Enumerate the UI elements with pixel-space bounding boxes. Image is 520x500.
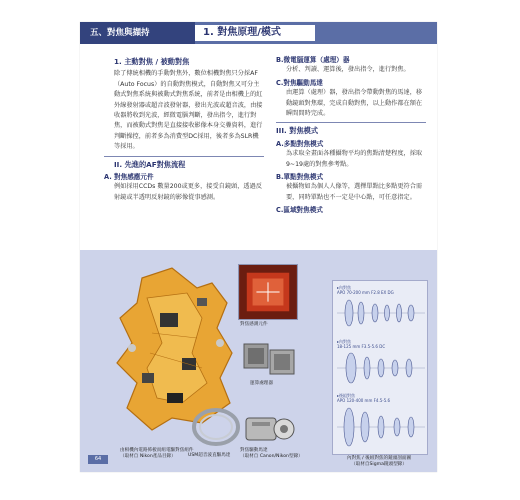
processor-photo — [242, 340, 297, 378]
paragraph-single-point: 被攝物如為個人人像等，選擇單點比多點更符合需要，同時單點也不一定是中心點，可任意指定。 — [286, 183, 423, 201]
right-column — [276, 55, 426, 216]
paragraph-multi-point: 為求取全畫面各種攝物平均的焦點清楚程度，採取9~19處的對焦參考點。 — [286, 150, 423, 168]
chapter-title: 五、對焦與擷持 — [80, 22, 195, 44]
subheading-multi-point: A.多點對焦模式 — [276, 139, 324, 148]
subheading-focus-motor: C.對焦驅動馬達 — [276, 78, 323, 87]
focus-motor-photo — [242, 410, 300, 450]
document-page — [80, 22, 437, 472]
lens-3-spec: APO 120-400 mm F4.5-5.6 — [337, 398, 391, 403]
caption-lens-diagram: 內對焦 / 後組對焦的鏡頭剖面圖 （取材自Sigma鏡頭型錄） — [346, 456, 412, 467]
section-title: 1. 對焦原理/模式 — [195, 25, 315, 41]
paragraph-focus-systems: 除了傳統相機的手動對焦外，數位相機對焦只分採AF（Auto Focus）的自動對焦模式，自動對焦又可分主動式對焦系統與被動式對焦系統，前者是由相機上的紅外線發射器或超音波發射器，發出光波或超音波，由接收器將收到光波，經微電腦判斷，發出指令，進行對焦，而被動式對焦是直接接收影像本身交疊資料，進行判斷操控，前者多為消費型DC採用，後者多為SLR機等採用。 — [114, 70, 263, 151]
header-bar — [80, 22, 437, 44]
heading-af-process: II. 先進的AF對焦流程 — [114, 159, 186, 169]
lens-3-diagram — [337, 405, 425, 449]
caption-af-sensor: 對焦感測元件 — [240, 322, 268, 327]
left-column — [104, 55, 264, 205]
lens-3-title: ▸後組對焦 — [337, 393, 356, 398]
paragraph-af-sensor: 例如採用CCDs 數量200或更多，接受自鏡頭，透過反射鏡或半透明反射鏡的影像從事感測。 — [114, 183, 262, 201]
lens-2-diagram — [337, 351, 425, 385]
paragraph-microcomputer: 分析、判讀、運算後，發出指令，進行對焦。 — [286, 66, 410, 74]
subheading-microcomputer: B.微電腦運算（處理）器 — [276, 56, 350, 64]
lens-2-spec: 18-125 mm F3.5-5.6 DC — [337, 344, 386, 349]
page-number: 64 — [88, 455, 108, 464]
paragraph-focus-motor: 由運算（處理）器，發出指令帶動對焦的馬達，移動鏡頭對焦環，完成自動對焦，以上動作都在額在瞬間間時完成。 — [286, 89, 423, 118]
lens-1-spec: APO 70-200 mm F2.8 EX DG — [337, 290, 394, 295]
caption-focus-motor: 對焦驅動馬達 （取材自 Canon/Nikon型錄） — [240, 448, 303, 459]
af-sensor-photo — [238, 264, 298, 320]
caption-circuit: 由相機內電路佈板而組電驅對焦組件 （取材自 Nikon產品目錄） — [120, 448, 194, 459]
caption-usm-motor: USM超音波直驅馬達 — [188, 453, 231, 458]
divider — [276, 122, 426, 123]
lens-1-diagram — [337, 297, 425, 329]
subheading-af-sensor: A. 對焦感應元件 — [104, 173, 154, 182]
heading-active-passive-focus: 1. 主動對焦 / 被動對焦 — [114, 57, 190, 66]
lens-1-title: ▸內對焦 — [337, 285, 352, 290]
subheading-single-point: B.單點對焦模式 — [276, 173, 324, 182]
divider — [104, 156, 264, 157]
heading-focus-modes: III. 對焦模式 — [276, 126, 319, 136]
subheading-area-focus: C.區域對焦模式 — [276, 206, 323, 215]
usm-motor-photo — [192, 407, 240, 447]
lens-cross-section-diagram — [332, 280, 428, 455]
caption-processor: 運算處理器 — [250, 381, 273, 386]
lens-2-title: ▸內對焦 — [337, 339, 352, 344]
